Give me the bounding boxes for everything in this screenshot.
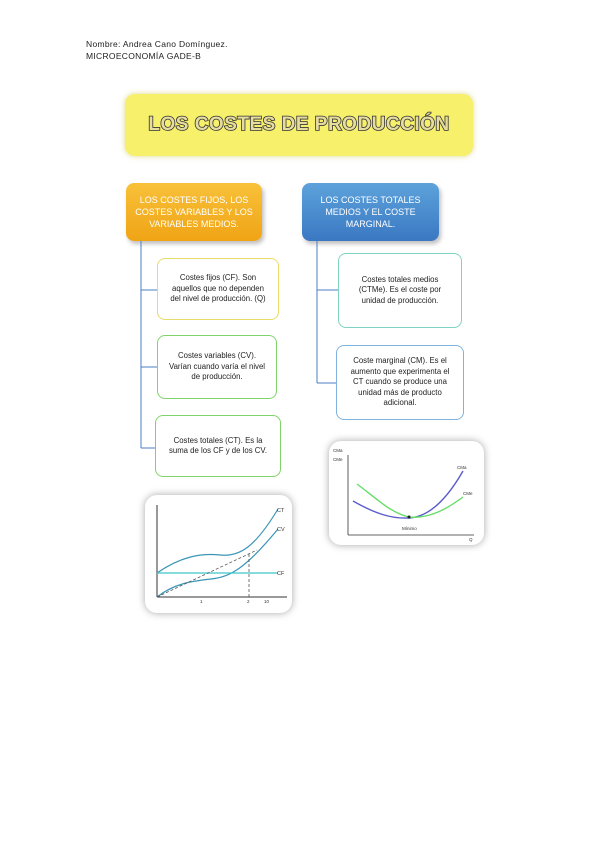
header — [86, 38, 228, 62]
card-text: Costes totales (CT). Es la suma de los CF y de los CV. — [168, 435, 268, 455]
card-variable-costs — [157, 335, 277, 399]
card-text: Coste marginal (CM). Es el aumento que experimenta el CT cuando se produce una unidad más de producto adicional. — [350, 356, 450, 408]
card-total-costs — [155, 415, 281, 477]
tick-3: 10 — [264, 599, 270, 604]
tick-2: 2 — [247, 599, 250, 604]
cost-curves-svg — [145, 495, 292, 613]
average-marginal-chart — [329, 441, 484, 545]
y-label-cma: CMa — [333, 448, 343, 453]
card-fixed-costs — [157, 258, 279, 320]
category-average-marginal — [302, 183, 439, 241]
card-average-total-costs — [338, 253, 462, 328]
author-line: Nombre: Andrea Cano Domínguez. — [86, 39, 228, 49]
label-ct: CT — [277, 508, 285, 514]
category-label: LOS COSTES FIJOS, LOS COSTES VARIABLES Y LOS VARIABLES MEDIOS. — [135, 195, 253, 229]
category-fixed-variable — [126, 183, 262, 241]
y-label-cme: CMe — [333, 457, 343, 462]
card-marginal-cost — [336, 345, 464, 420]
label-cf: CF — [277, 571, 285, 577]
cost-curves-chart — [145, 495, 292, 613]
ct-curve — [157, 509, 278, 573]
title-banner — [125, 94, 473, 156]
label-q: Q — [469, 537, 473, 542]
minimum-point — [408, 516, 411, 519]
card-text: Costes fijos (CF). Son aquellos que no dependen del nivel de producción. (Q) — [170, 273, 266, 304]
page-title: LOS COSTES DE PRODUCCIÓN — [148, 114, 450, 135]
label-cma: CMa — [457, 465, 467, 470]
card-text: Costes totales medios (CTMe). Es el coste por unidad de producción. — [358, 274, 442, 305]
average-marginal-svg — [329, 441, 484, 545]
label-cv: CV — [277, 527, 285, 533]
cme-curve — [357, 484, 463, 517]
card-text: Costes variables (CV). Varían cuando varía el nivel de producción. — [168, 351, 266, 382]
label-minimum: Mínimo — [402, 526, 417, 531]
label-cme: CMe — [463, 491, 473, 496]
category-label: LOS COSTES TOTALES MEDIOS Y EL COSTE MARGINAL. — [320, 195, 421, 229]
course-line: MICROECONOMÍA GADE-B — [86, 51, 202, 61]
tick-1: 1 — [200, 599, 203, 604]
